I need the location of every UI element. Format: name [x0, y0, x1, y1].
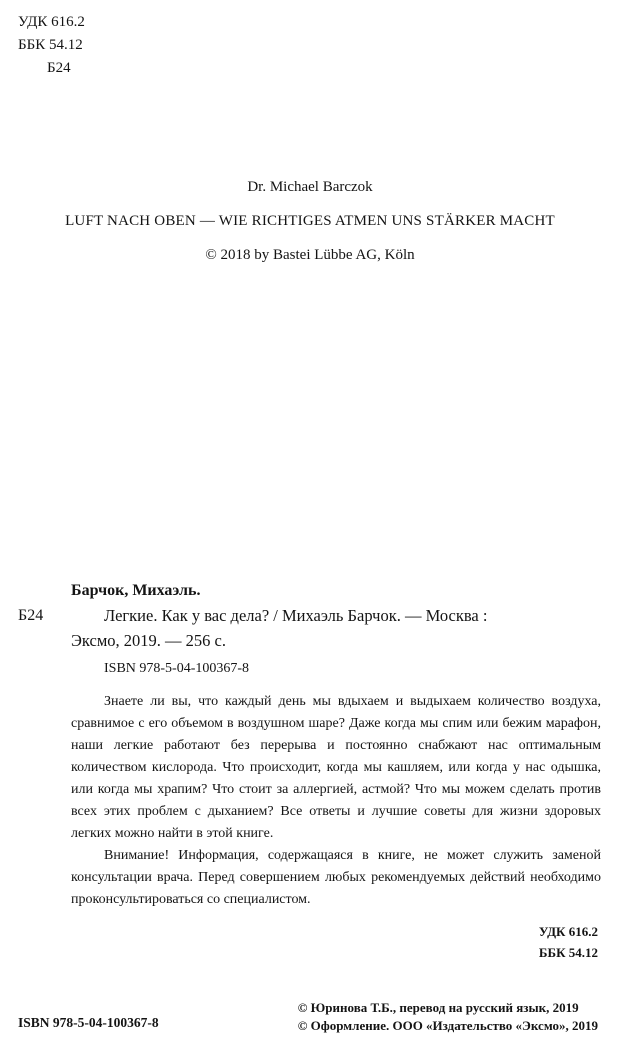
isbn-bottom: ISBN 978-5-04-100367-8 [18, 1015, 159, 1030]
original-copyright: © 2018 by Bastei Lübbe AG, Köln [205, 247, 415, 263]
annotation-paragraph-2: Внимание! Информация, содержащаяся в книге, не может служить заменой консультации врача. Перед совершением любых рекомендуемых действий необходимо проконсультироваться со специалистом. [71, 848, 601, 907]
original-title: LUFT NACH OBEN — WIE RICHTIGES ATMEN UNS STÄRKER MACHT [65, 213, 555, 229]
bbk-code-bottom: ББК 54.12 [538, 945, 598, 960]
udk-code-top: УДК 616.2 [18, 14, 85, 30]
author-mark-top: Б24 [47, 60, 71, 76]
annotation [71, 691, 601, 911]
original-author: Dr. Michael Barczok [247, 179, 373, 195]
copyright-design: © Оформление. ООО «Издательство «Эксмо», 2019 [297, 1018, 598, 1033]
record-author-heading: Барчок, Михаэль. [71, 582, 201, 599]
bibliographic-description [71, 603, 601, 653]
udk-code-bottom: УДК 616.2 [538, 924, 598, 939]
bbk-code-top: ББК 54.12 [18, 37, 83, 53]
annotation-paragraph-1: Знаете ли вы, что каждый день мы вдыхаем и выдыхаем количество воздуха, сравнимое с его объемом в воздушном шаре? Даже когда мы спим или бежим марафон, наши легкие работают без перерыва и постоянно снабжают нас оптимальным количеством кислорода. Что происходит, когда мы кашляем, или когда у нас одышка, или когда мы храпим? Что стоит за аллергией, астмой? Что мы можем сделать против всех этих проблем с дыханием? Все ответы и лучшие советы для жизни здоровых легких можно найти в этой книге. [71, 694, 601, 841]
biblio-line-2: Эксмо, 2019. — 256 с. [71, 631, 226, 650]
record-code: Б24 [18, 607, 44, 624]
biblio-line-1: Легкие. Как у вас дела? / Михаэль Барчок. — Москва : [104, 606, 488, 625]
record-isbn: ISBN 978-5-04-100367-8 [104, 661, 250, 676]
copyright-translation: © Юринова Т.Б., перевод на русский язык, 2019 [297, 1000, 579, 1015]
copyright-block [298, 999, 598, 1035]
classification-codes-bottom [539, 921, 598, 963]
